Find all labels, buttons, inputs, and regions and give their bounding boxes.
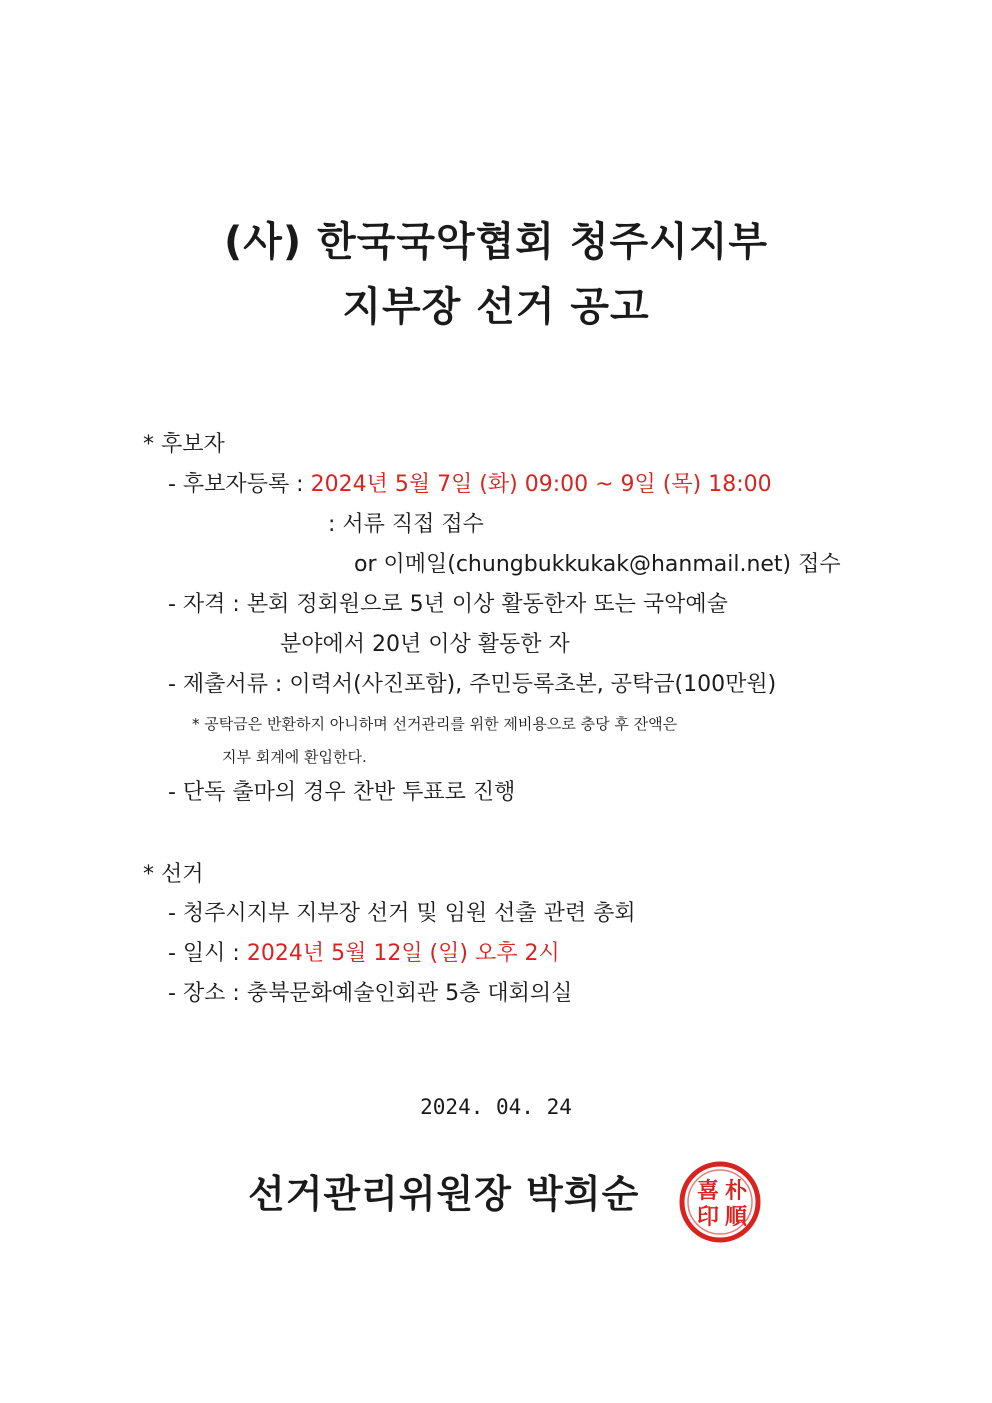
qualification-line-1: - 자격 : 본회 정회원으로 5년 이상 활동한자 또는 국악예술: [168, 592, 728, 617]
election-place-line: - 장소 : 충북문화예술인회관 5층 대회의실: [168, 981, 573, 1006]
seal-char-4: 印: [696, 1204, 720, 1230]
election-datetime-value: 2024년 5월 12일 (일) 오후 2시: [246, 941, 560, 966]
candidate-heading: * 후보자: [143, 432, 225, 457]
deposit-note-2: 지부 회계에 환입한다.: [222, 748, 367, 766]
registration-method-2: or 이메일(chungbukkukak@hanmail.net) 접수: [354, 552, 841, 577]
registration-line: [168, 474, 772, 496]
signature-line: 선거관리위원장 박희순: [248, 1172, 640, 1216]
notice-title-line1: (사) 한국국악협회 청주시지부: [223, 219, 769, 265]
deposit-note-1: * 공탁금은 반환하지 아니하며 선거관리를 위한 제비용으로 충당 후 잔액은: [192, 715, 678, 733]
election-item-1: - 청주시지부 지부장 선거 및 임원 선출 관련 총회: [168, 901, 636, 926]
election-datetime-line: [168, 943, 560, 965]
election-heading: * 선거: [143, 862, 204, 887]
registration-method-1: : 서류 직접 접수: [328, 512, 484, 537]
notice-date: 2024. 04. 24: [420, 1095, 572, 1119]
seal-char-1: 朴: [724, 1178, 748, 1204]
official-seal-stamp: [678, 1160, 762, 1244]
seal-char-2: 喜: [696, 1178, 720, 1204]
documents-line: - 제출서류 : 이력서(사진포함), 주민등록초본, 공탁금(100만원): [168, 672, 777, 697]
qualification-line-2: 분야에서 20년 이상 활동한 자: [280, 632, 570, 657]
seal-char-3: 順: [724, 1204, 748, 1230]
registration-period: 2024년 5월 7일 (화) 09:00 ~ 9일 (목) 18:00: [310, 472, 772, 497]
election-datetime-label: - 일시 :: [168, 941, 247, 966]
single-candidate-line: - 단독 출마의 경우 찬반 투표로 진행: [168, 780, 516, 805]
registration-label: - 후보자등록 :: [168, 472, 311, 497]
notice-title-line2: 지부장 선거 공고: [342, 284, 650, 330]
